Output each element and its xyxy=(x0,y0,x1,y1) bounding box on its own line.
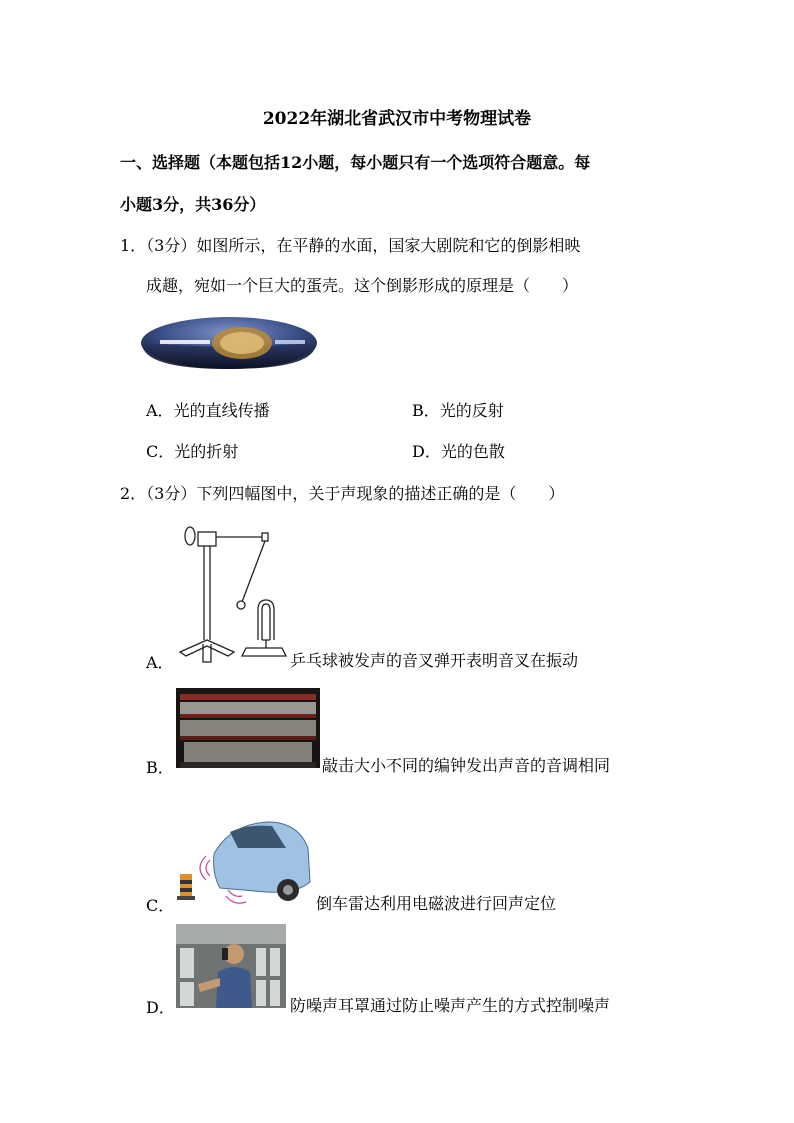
q2-option-a[interactable] xyxy=(146,650,174,673)
q2-reversing-radar-image xyxy=(176,818,312,908)
q1-option-b-text: 光的反射 xyxy=(439,401,504,420)
section-heading-line1: 一、选择题（本题包括12小题，每小题只有一个选项符合题意。每 xyxy=(120,153,591,172)
q2-noise-earmuffs-image xyxy=(176,924,286,1008)
q2-option-a-key: A． xyxy=(146,653,174,672)
q2-option-d-text: 防噪声耳罩通过防止噪声产生的方式控制噪声 xyxy=(290,996,611,1015)
q1-option-b[interactable] xyxy=(412,398,504,421)
q2-option-c-text: 倒车雷达利用电磁波进行回声定位 xyxy=(316,894,557,913)
page-title: 2022年湖北省武汉市中考物理试卷 xyxy=(262,109,532,129)
q2-chime-bells-image xyxy=(176,688,320,768)
q1-option-c-text: 光的折射 xyxy=(174,442,239,461)
q1-option-c-key: C． xyxy=(146,442,175,461)
q2-tuning-fork-image xyxy=(176,520,288,666)
q1-option-d[interactable] xyxy=(412,439,505,462)
q1-option-c[interactable] xyxy=(146,439,238,462)
q1-option-b-key: B． xyxy=(412,401,440,420)
q1-option-a-key: A． xyxy=(146,401,174,420)
q2-option-c[interactable] xyxy=(146,893,174,916)
q2-option-b-text: 敲击大小不同的编钟发出声音的音调相同 xyxy=(322,756,611,775)
q2-option-d[interactable] xyxy=(146,995,175,1018)
q2-option-c-key: C． xyxy=(146,896,175,915)
q1-option-a[interactable] xyxy=(146,398,270,421)
section-heading-line2: 小题3分，共36分） xyxy=(120,195,266,214)
q1-grand-theatre-image xyxy=(140,316,318,370)
q1-option-a-text: 光的直线传播 xyxy=(173,401,270,420)
q1-option-d-text: 光的色散 xyxy=(440,442,505,461)
q2-option-b[interactable] xyxy=(146,755,174,778)
q1-stem-line1: 1．（3分）如图所示，在平静的水面，国家大剧院和它的倒影相映 xyxy=(120,236,581,255)
q2-option-d-key: D． xyxy=(146,998,175,1017)
q2-option-a-text: 乒乓球被发声的音叉弹开表明音叉在振动 xyxy=(290,651,579,670)
q2-option-b-key: B． xyxy=(146,758,174,777)
q2-stem: 2．（3分）下列四幅图中，关于声现象的描述正确的是（ ） xyxy=(120,484,565,503)
q1-stem-line2: 成趣，宛如一个巨大的蛋壳。这个倒影形成的原理是（ ） xyxy=(146,276,579,295)
q1-option-d-key: D． xyxy=(412,442,441,461)
